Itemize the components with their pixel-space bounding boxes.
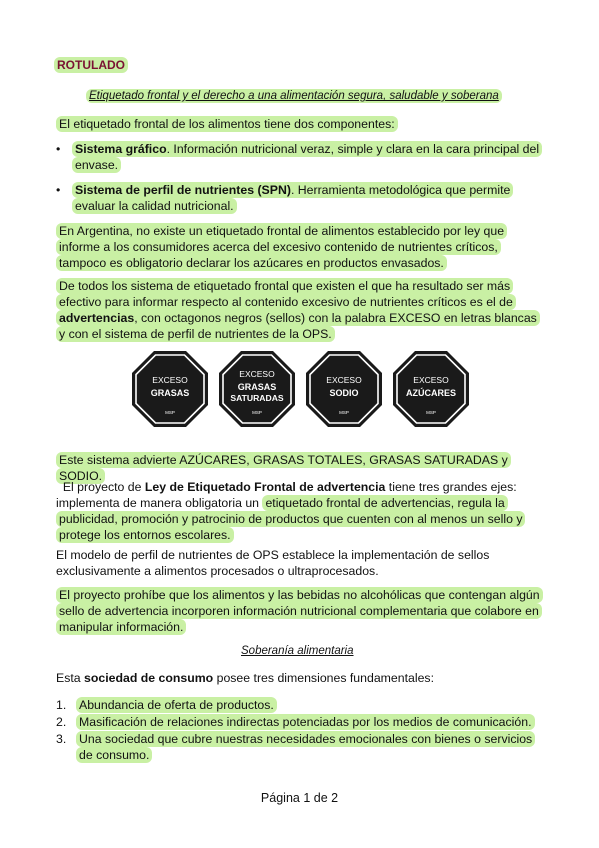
octagon-seal-grasas-saturadas (218, 350, 296, 428)
subtitle-text: Soberanía alimentaria (241, 645, 354, 657)
paragraph (56, 479, 542, 543)
octagon-seal-sodio (305, 350, 383, 428)
bullet-item (56, 141, 546, 173)
seal-label: AZÚCARES (405, 388, 457, 398)
bullet-text: . Herramienta metodológica que permite evaluar la calidad nutricional. (75, 183, 511, 213)
list-item (56, 697, 542, 713)
seal-label: GRASAS (237, 382, 277, 392)
paragraph-text: De todos los sistema de etiquetado frontal que existen el que ha resultado ser más efectivo para informar respecto al contenido excesivo de nutrientes críticos es el de (59, 279, 513, 309)
paragraph-text: El proyecto prohíbe que los alimentos y las bebidas no alcohólicas que contengan algún sello de advertencia incorporen información nutricional complementaria que colabore en manipular información. (56, 587, 543, 635)
list-item (56, 731, 542, 763)
bullet-icon: • (56, 183, 61, 197)
list-text: Una sociedad que cubre nuestras necesidades emocionales con bienes o servicios de consumo. (76, 731, 535, 763)
seal-top-text: EXCESO (326, 375, 362, 385)
paragraph-text: Esta (56, 671, 85, 685)
seal-bottom-text: MSP (252, 410, 262, 415)
paragraph (56, 223, 542, 271)
paragraph-text: El modelo de perfil de nutrientes de OPS establece la implementación de sellos exclusivamente a alimentos procesados o ultraprocesados. (56, 548, 490, 578)
seal-top-text: EXCESO (152, 375, 188, 385)
paragraph-bold: sociedad de consumo (84, 671, 214, 685)
octagon-seal-azucares (392, 350, 470, 428)
paragraph-text: En Argentina, no existe un etiquetado frontal de alimentos establecido por ley que informe a los consumidores acerca del excesivo contenido de nutrientes críticos, tampoco es obligatorio declarar los azúcares en productos envasados. (56, 223, 507, 271)
bullet-bold: Sistema de perfil de nutrientes (SPN) (75, 183, 291, 197)
seal-label: SATURADAS (230, 393, 284, 403)
bullet-icon: • (56, 142, 61, 156)
list-text: Masificación de relaciones indirectas potenciadas por los medios de comunicación. (76, 714, 535, 730)
paragraph-text: Este sistema advierte AZÚCARES, GRASAS TOTALES, GRASAS SATURADAS y SODIO. (56, 452, 511, 484)
section-subtitle (241, 643, 354, 659)
list-text: Abundancia de oferta de productos. (76, 697, 277, 713)
paragraph (56, 547, 542, 579)
paragraph-highlight: etiquetado frontal de advertencias, regula la publicidad, promoción y patrocinio de productos que cuenten con al menos un sello y protege los entornos escolares. (56, 495, 525, 543)
warning-seals-image (131, 350, 473, 428)
octagon-seal-grasas (131, 350, 209, 428)
bullet-item (56, 182, 546, 214)
seal-bottom-text: MSP (426, 410, 436, 415)
section-subtitle (86, 88, 502, 104)
paragraph (56, 670, 542, 686)
page-number: Página 1 de 2 (260, 791, 339, 805)
bullet-text: . Información nutricional veraz, simple y clara en la cara principal del envase. (75, 142, 540, 172)
bullet-bold: Sistema gráfico (75, 142, 167, 156)
seal-label: SODIO (329, 388, 359, 398)
intro-paragraph (56, 116, 398, 132)
paragraph (56, 587, 542, 635)
seal-label: GRASAS (150, 388, 190, 398)
paragraph-text: posee tres dimensiones fundamentales: (213, 671, 434, 685)
numbered-list (56, 697, 542, 764)
seal-top-text: EXCESO (239, 369, 275, 379)
paragraph-bold: advertencias (59, 311, 135, 325)
intro-text: El etiquetado frontal de los alimentos tiene dos componentes: (56, 116, 398, 132)
paragraph (56, 278, 542, 342)
seal-top-text: EXCESO (413, 375, 449, 385)
seal-bottom-text: MSP (339, 410, 349, 415)
list-item (56, 714, 542, 730)
paragraph-text: El proyecto de (56, 480, 145, 494)
document-title (54, 57, 128, 73)
paragraph-text: tiene tres grandes ejes: implementa de manera obligatoria un (56, 480, 517, 510)
paragraph-bold: Ley de Etiquetado Frontal de advertencia (144, 480, 386, 494)
list-number: 1. (56, 698, 67, 712)
list-number: 3. (56, 732, 67, 746)
title-highlight: ROTULADO (54, 57, 128, 73)
paragraph-text: , con octagonos negros (sellos) con la palabra EXCESO en letras blancas y con el sistema de perfil de nutrientes de la OPS. (59, 311, 537, 341)
seal-bottom-text: MSP (165, 410, 175, 415)
list-number: 2. (56, 715, 67, 729)
subtitle-text: Etiquetado frontal y el derecho a una alimentación segura, saludable y soberana (86, 89, 502, 103)
